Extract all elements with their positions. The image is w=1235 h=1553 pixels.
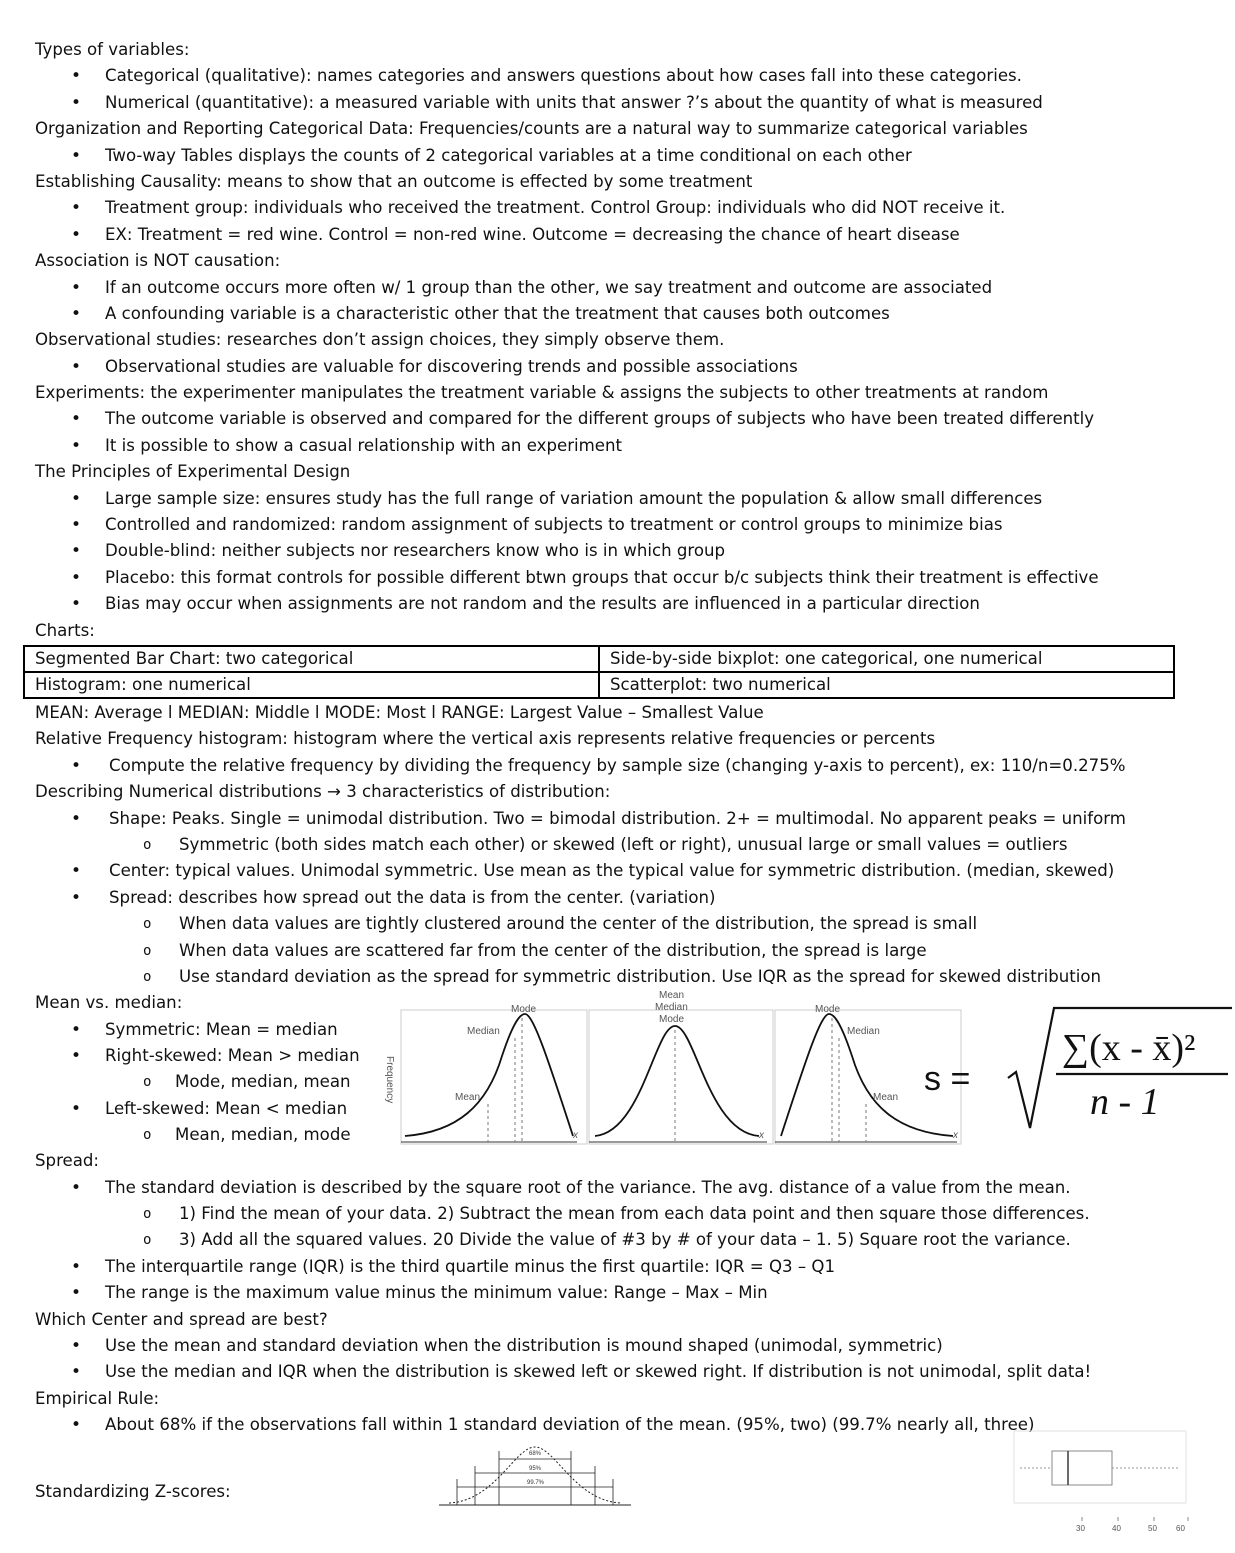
spread-sub: o Use standard deviation as the spread for symmetric distribution. Use IQR as the spread for skewed distribution bbox=[35, 964, 1185, 990]
mvm-heading: Mean vs. median: bbox=[35, 993, 183, 1013]
principles-item: • Bias may occur when assignments are not random and the results are influenced in a particular direction bbox=[35, 591, 1185, 617]
shape-sub: o Symmetric (both sides match each other) or skewed (left or right), unusual large or small values = outliers bbox=[35, 832, 1185, 858]
spread-item: • The interquartile range (IQR) is the third quartile minus the first quartile: IQR = Q3 – Q1 bbox=[35, 1254, 1185, 1280]
mean-median-mode-line: MEAN: Average l MEDIAN: Middle l MODE: Most l RANGE: Largest Value – Smallest Value bbox=[35, 702, 764, 722]
association-heading: Association is NOT causation: bbox=[35, 251, 281, 271]
spread-sub: o When data values are scattered far from the center of the distribution, the spread is large bbox=[35, 938, 1185, 964]
observational-item: • Observational studies are valuable for discovering trends and possible associations bbox=[35, 354, 1185, 380]
charts-table bbox=[23, 645, 1175, 699]
mean-label: Mean bbox=[659, 990, 685, 1002]
empirical-997-label: 99.7% bbox=[527, 1479, 545, 1486]
principles-item: • Large sample size: ensures study has the full range of variation amount the population & allow small differences bbox=[35, 486, 1185, 512]
empirical-95-label: 95% bbox=[529, 1465, 542, 1472]
formula-lhs: s = bbox=[924, 1060, 971, 1099]
z-heading: Standardizing Z-scores: bbox=[35, 1481, 231, 1501]
best-item: • Use the mean and standard deviation when the distribution is mound shaped (unimodal, symmetric) bbox=[35, 1333, 1185, 1359]
x-axis-label: x bbox=[953, 1130, 958, 1142]
mode-label: Mode bbox=[659, 1014, 685, 1026]
boxplot-tick-label: 40 bbox=[1112, 1523, 1121, 1533]
mvm-sub: o Mode, median, mean bbox=[35, 1069, 535, 1095]
table-cell: Scatterplot: two numerical bbox=[599, 672, 1174, 698]
mvm-item: • Left-skewed: Mean < median bbox=[35, 1096, 465, 1122]
empirical-heading: Empirical Rule: bbox=[35, 1388, 160, 1408]
empirical-item: • About 68% if the observations fall within 1 standard deviation of the mean. (95%, two) (99.7% nearly all, three) bbox=[35, 1412, 1185, 1438]
org-heading: Organization and Reporting Categorical Data: Frequencies/counts are a natural way to summarize categorical variables bbox=[35, 119, 1028, 139]
median-label: Median bbox=[655, 1002, 688, 1014]
table-row bbox=[24, 672, 1174, 698]
charts-heading: Charts: bbox=[35, 620, 95, 640]
types-heading: Types of variables: bbox=[35, 40, 190, 59]
table-row bbox=[24, 646, 1174, 672]
spread-sub: o When data values are tightly clustered around the center of the distribution, the spread is small bbox=[35, 911, 1185, 937]
spread-sub: o 3) Add all the squared values. 20 Divide the value of #3 by # of your data – 1. 5) Square root the variance. bbox=[35, 1227, 1185, 1253]
spread-sub: o 1) Find the mean of your data. 2) Subtract the mean from each data point and then square those differences. bbox=[35, 1201, 1185, 1227]
spread-item: • Spread: describes how spread out the data is from the center. (variation) bbox=[35, 885, 1185, 911]
spread-item: • The range is the maximum value minus the minimum value: Range – Max – Min bbox=[35, 1280, 1185, 1306]
best-item: • Use the median and IQR when the distribution is skewed left or skewed right. If distribution is not unimodal, split data! bbox=[35, 1359, 1185, 1385]
experiments-item: • The outcome variable is observed and compared for the different groups of subjects who have been treated differently bbox=[35, 406, 1185, 432]
principles-item: • Double-blind: neither subjects nor researchers know who is in which group bbox=[35, 538, 1185, 564]
x-axis-label: x bbox=[573, 1130, 578, 1142]
formula-denominator: n - 1 bbox=[1090, 1081, 1160, 1124]
distribution-curves-figure bbox=[384, 990, 997, 1146]
spread-heading: Spread: bbox=[35, 1151, 100, 1171]
mvm-item: • Symmetric: Mean = median bbox=[35, 1017, 465, 1043]
causality-item: • Treatment group: individuals who received the treatment. Control Group: individuals who did NOT receive it. bbox=[35, 195, 1185, 221]
center-item: • Center: typical values. Unimodal symmetric. Use mean as the typical value for symmetric distribution. (median, skewed) bbox=[35, 858, 1185, 884]
observational-heading: Observational studies: researches don’t assign choices, they simply observe them. bbox=[35, 330, 725, 350]
boxplot-tick-label: 50 bbox=[1148, 1523, 1157, 1533]
association-item: • A confounding variable is a characteristic other that the treatment that causes both outcomes bbox=[35, 301, 1185, 327]
types-item: • Categorical (qualitative): names categories and answers questions about how cases fall into these categories. bbox=[35, 63, 1185, 89]
causality-heading: Establishing Causality: means to show that an outcome is effected by some treatment bbox=[35, 171, 753, 191]
median-label: Median bbox=[467, 1026, 500, 1038]
describing-heading: Describing Numerical distributions → 3 characteristics of distribution: bbox=[35, 782, 611, 802]
table-cell: Side-by-side bixplot: one categorical, one numerical bbox=[599, 646, 1174, 672]
spread-item: • The standard deviation is described by the square root of the variance. The avg. distance of a value from the mean. bbox=[35, 1175, 1185, 1201]
mvm-sub: o Mean, median, mode bbox=[35, 1122, 535, 1148]
relfreq-heading: Relative Frequency histogram: histogram where the vertical axis represents relative frequencies or percents bbox=[35, 729, 936, 749]
experiments-heading: Experiments: the experimenter manipulates the treatment variable & assigns the subjects to other treatments at random bbox=[35, 383, 1049, 403]
boxplot-tick-label: 30 bbox=[1076, 1523, 1085, 1533]
principles-heading: The Principles of Experimental Design bbox=[35, 462, 351, 482]
principles-item: • Controlled and randomized: random assignment of subjects to treatment or control groups to minimize bias bbox=[35, 512, 1185, 538]
study-notes-document bbox=[35, 37, 1196, 1539]
formula-numerator: ∑(x - x̄)² bbox=[1062, 1027, 1196, 1070]
shape-item: • Shape: Peaks. Single = unimodal distribution. Two = bimodal distribution. 2+ = multimodal. No apparent peaks = uniform bbox=[35, 806, 1185, 832]
empirical-68-label: 68% bbox=[529, 1450, 542, 1457]
principles-item: • Placebo: this format controls for possible different btwn groups that occur b/c subjects think their treatment is effective bbox=[35, 565, 1185, 591]
causality-item: • EX: Treatment = red wine. Control = non-red wine. Outcome = decreasing the chance of heart disease bbox=[35, 222, 1185, 248]
table-cell: Histogram: one numerical bbox=[24, 672, 599, 698]
table-cell: Segmented Bar Chart: two categorical bbox=[24, 646, 599, 672]
median-label: Median bbox=[847, 1026, 880, 1038]
mean-vs-median-section bbox=[35, 990, 1196, 1148]
frequency-axis-label: Frequency bbox=[384, 1056, 395, 1104]
empirical-rule-figure bbox=[435, 1441, 635, 1511]
types-item: • Numerical (quantitative): a measured variable with units that answer ?’s about the quantity of what is measured bbox=[35, 90, 1185, 116]
org-item: • Two-way Tables displays the counts of 2 categorical variables at a time conditional on each other bbox=[35, 143, 1185, 169]
boxplot-figure bbox=[1010, 1427, 1190, 1537]
x-axis-label: x bbox=[759, 1130, 764, 1142]
boxplot-tick-label: 60 bbox=[1176, 1523, 1185, 1533]
mode-label: Mode bbox=[815, 1004, 841, 1016]
standard-deviation-formula bbox=[920, 1002, 1235, 1142]
mode-label: Mode bbox=[511, 1004, 537, 1016]
experiments-item: • It is possible to show a casual relationship with an experiment bbox=[35, 433, 1185, 459]
mean-label: Mean bbox=[873, 1092, 899, 1104]
relfreq-item: • Compute the relative frequency by dividing the frequency by sample size (changing y-axis to percent), ex: 110/n=0.275% bbox=[35, 753, 1185, 779]
mean-label: Mean bbox=[455, 1092, 481, 1104]
symmetric-curve-panel bbox=[589, 990, 773, 1144]
mvm-item: • Right-skewed: Mean > median bbox=[35, 1043, 465, 1069]
best-heading: Which Center and spread are best? bbox=[35, 1309, 328, 1329]
z-score-section bbox=[35, 1439, 1185, 1539]
association-item: • If an outcome occurs more often w/ 1 group than the other, we say treatment and outcome are associated bbox=[35, 275, 1185, 301]
right-skewed-curve-panel bbox=[384, 1004, 587, 1144]
